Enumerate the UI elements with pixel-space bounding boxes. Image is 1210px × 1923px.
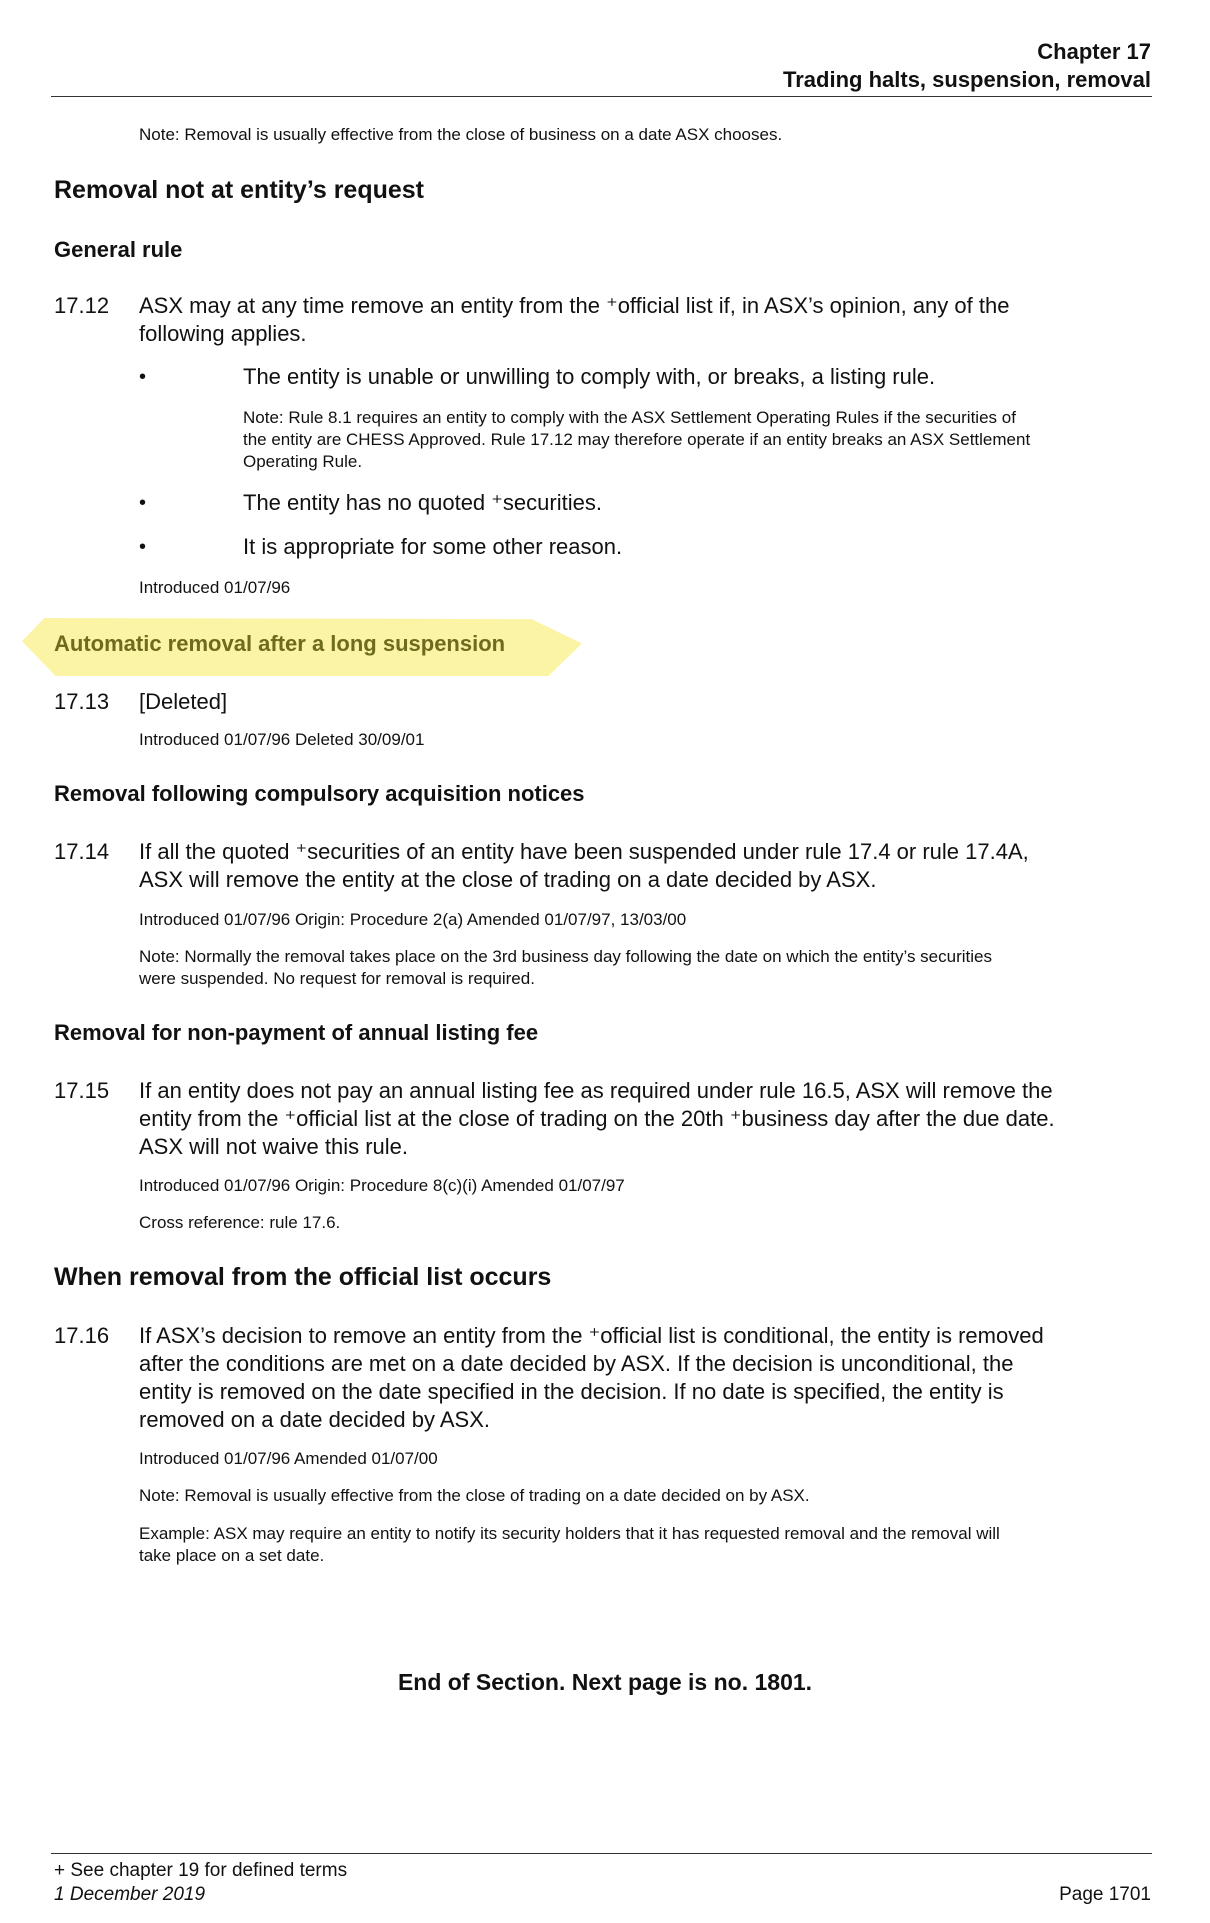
bullet-icon: •	[139, 492, 147, 514]
heading-compulsory-acquisition: Removal following compulsory acquisition notices	[54, 781, 585, 806]
rule-17-15-line-2: entity from the ⁺official list at the close of trading on the 20th ⁺business day after the due date.	[139, 1106, 1055, 1131]
chapter-number: Chapter 17	[1037, 39, 1151, 64]
rule-17-12-line-2: following applies.	[139, 321, 307, 346]
rule-17-16-history: Introduced 01/07/96 Amended 01/07/00	[139, 1449, 438, 1468]
rule-number-17-14: 17.14	[54, 839, 110, 864]
footer-defined-terms: + See chapter 19 for defined terms	[54, 1860, 348, 1881]
rule-17-16-note: Note: Removal is usually effective from the close of trading on a date decided on by ASX.	[139, 1486, 810, 1505]
bullet-item-3: It is appropriate for some other reason.	[243, 534, 623, 559]
heading-removal-not-at-request: Removal not at entity’s request	[54, 176, 424, 204]
footer-date: 1 December 2019	[54, 1884, 206, 1905]
heading-automatic-removal: Automatic removal after a long suspension	[54, 631, 506, 656]
bullet-1-note-line-2: the entity are CHESS Approved. Rule 17.12 may therefore operate if an entity breaks an ASX Settlement	[243, 430, 1031, 449]
header-divider	[51, 96, 1152, 97]
rule-17-16-example-line-2: take place on a set date.	[139, 1546, 325, 1565]
chapter-title: Trading halts, suspension, removal	[783, 67, 1151, 92]
rule-17-15-cross-reference: Cross reference: rule 17.6.	[139, 1213, 341, 1232]
rule-17-13-text: [Deleted]	[139, 689, 228, 714]
rule-17-14-line-1: If all the quoted ⁺securities of an entity have been suspended under rule 17.4 or rule 17.4A,	[139, 839, 1029, 864]
rule-number-17-12: 17.12	[54, 293, 110, 318]
rule-17-14-note-line-2: were suspended. No request for removal is required.	[139, 969, 535, 988]
rule-17-16-line-4: removed on a date decided by ASX.	[139, 1407, 491, 1432]
bullet-item-1: The entity is unable or unwilling to comply with, or breaks, a listing rule.	[243, 364, 936, 389]
bullet-1-note-line-1: Note: Rule 8.1 requires an entity to comply with the ASX Settlement Operating Rules if the securities of	[243, 408, 1016, 427]
footer-page-number: Page 1701	[1059, 1884, 1151, 1905]
heading-when-removal-occurs: When removal from the official list occurs	[54, 1263, 552, 1291]
rule-number-17-16: 17.16	[54, 1323, 110, 1348]
rule-17-16-line-3: entity is removed on the date specified in the decision. If no date is specified, the entity is	[139, 1379, 1004, 1404]
rule-17-14-note-line-1: Note: Normally the removal takes place on the 3rd business day following the date on which the entity’s securities	[139, 947, 992, 966]
rule-17-15-history: Introduced 01/07/96 Origin: Procedure 8(c)(i) Amended 01/07/97	[139, 1176, 625, 1195]
heading-non-payment: Removal for non-payment of annual listing fee	[54, 1020, 539, 1045]
rule-17-16-example-line-1: Example: ASX may require an entity to notify its security holders that it has requested removal and the removal will	[139, 1524, 1000, 1543]
bullet-item-2: The entity has no quoted ⁺securities.	[243, 490, 602, 515]
bullet-icon: •	[139, 536, 147, 558]
rule-17-14-history: Introduced 01/07/96 Origin: Procedure 2(a) Amended 01/07/97, 13/03/00	[139, 910, 687, 929]
rule-17-15-line-1: If an entity does not pay an annual listing fee as required under rule 16.5, ASX will remove the	[139, 1078, 1053, 1103]
rule-number-17-15: 17.15	[54, 1078, 110, 1103]
rule-number-17-13: 17.13	[54, 689, 110, 714]
rule-17-16-line-1: If ASX’s decision to remove an entity from the ⁺official list is conditional, the entity is removed	[139, 1323, 1044, 1348]
intro-note: Note: Removal is usually effective from the close of business on a date ASX chooses.	[139, 125, 783, 144]
rule-17-13-history: Introduced 01/07/96 Deleted 30/09/01	[139, 730, 425, 749]
rule-17-16-line-2: after the conditions are met on a date decided by ASX. If the decision is unconditional, the	[139, 1351, 1014, 1376]
rule-17-15-line-3: ASX will not waive this rule.	[139, 1134, 408, 1159]
rule-17-12-history: Introduced 01/07/96	[139, 578, 291, 597]
bullet-1-note-line-3: Operating Rule.	[243, 452, 363, 471]
heading-general-rule: General rule	[54, 237, 183, 262]
rule-17-12-line-1: ASX may at any time remove an entity from the ⁺official list if, in ASX’s opinion, any of the	[139, 293, 1010, 318]
footer-divider	[51, 1853, 1152, 1854]
end-of-section: End of Section. Next page is no. 1801.	[397, 1669, 813, 1695]
bullet-icon: •	[139, 366, 147, 388]
rule-17-14-line-2: ASX will remove the entity at the close of trading on a date decided by ASX.	[139, 867, 877, 892]
